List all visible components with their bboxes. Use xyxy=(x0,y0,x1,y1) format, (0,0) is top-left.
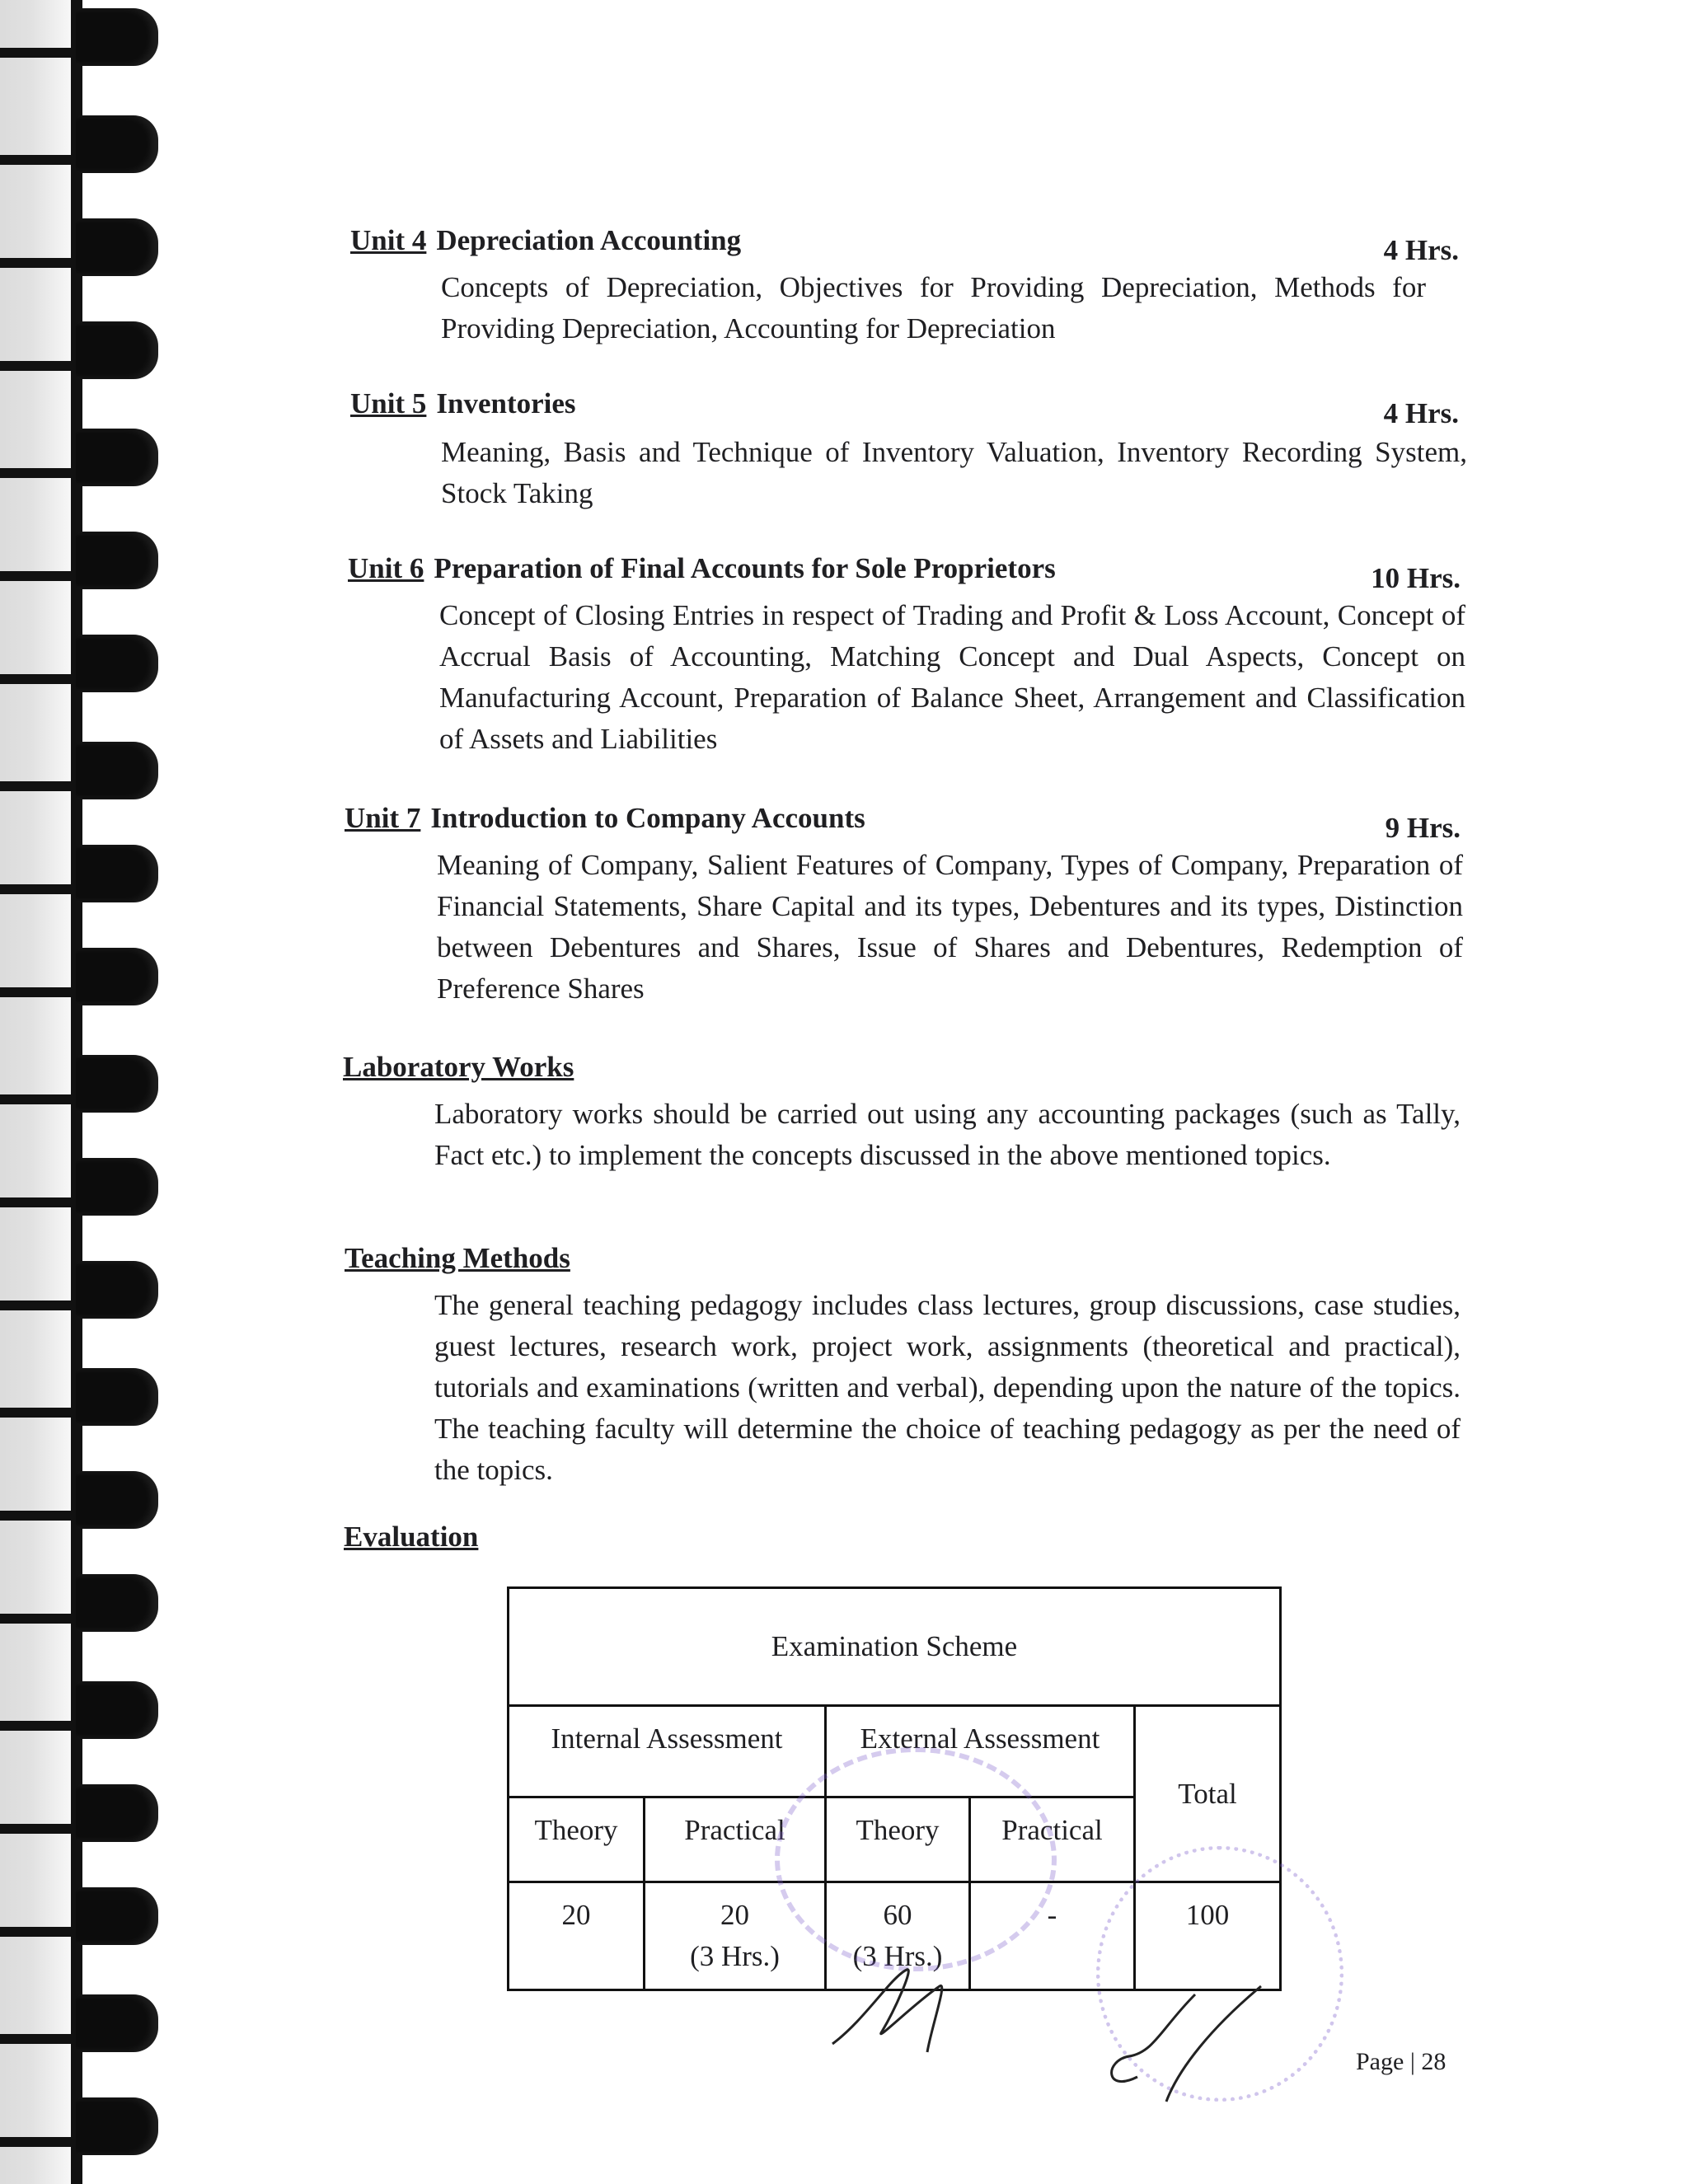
table-row xyxy=(509,1588,1281,1706)
teaching-text: The general teaching pedagogy includes class lectures, group discussions, case studies, guest lectures, research work, project work, assignments (theoretical and practical), tutorials and examinations (written and verbal), depending upon the nature of the topics. The teaching faculty will determine the choice of teaching pedagogy as per the need of the topics. xyxy=(434,1289,1461,1486)
page-number: Page | 28 xyxy=(1356,2048,1447,2075)
internal-assessment-header: Internal Assessment xyxy=(509,1706,826,1797)
unit-title: Preparation of Final Accounts for Sole Proprietors xyxy=(434,552,1056,584)
total-header: Total xyxy=(1135,1706,1281,1882)
external-theory-header: Theory xyxy=(826,1797,970,1882)
unit-heading xyxy=(350,224,741,257)
unit-title: Inventories xyxy=(436,387,576,419)
external-assessment-header: External Assessment xyxy=(826,1706,1135,1797)
internal-practical-marks: 20 xyxy=(720,1899,749,1931)
internal-practical-header: Practical xyxy=(645,1797,826,1882)
unit-heading xyxy=(350,387,576,420)
laboratory-text: Laboratory works should be carried out using any accounting packages (such as Tally, Fact etc.) to implement the concepts discussed in the above mentioned topics. xyxy=(434,1098,1461,1171)
official-stamp xyxy=(775,1747,1057,1971)
unit-label: Unit 7 xyxy=(345,802,421,834)
internal-theory-header: Theory xyxy=(509,1797,645,1882)
external-theory-duration: (3 Hrs.) xyxy=(852,1940,943,1972)
internal-theory-value: 20 xyxy=(509,1882,645,1990)
unit-label: Unit 6 xyxy=(348,552,424,584)
unit-label: Unit 5 xyxy=(350,387,427,419)
unit-label: Unit 4 xyxy=(350,224,427,256)
external-theory-marks: 60 xyxy=(883,1899,912,1931)
unit-hours: 4 Hrs. xyxy=(1383,234,1459,266)
unit-hours: 9 Hrs. xyxy=(1385,812,1461,844)
unit-description: Concept of Closing Entries in respect of Trading and Profit & Loss Account, Concept of Accrual Basis of Accounting, Matching Concept and Dual Aspects, Concept on Manufacturing Account, Preparation of Balance Sheet, Arrangement and Classification of Assets and Liabilities xyxy=(439,599,1465,755)
laboratory-heading: Laboratory Works xyxy=(343,1051,574,1083)
table-title: Examination Scheme xyxy=(509,1588,1281,1706)
unit-heading xyxy=(345,802,865,835)
teaching-heading: Teaching Methods xyxy=(345,1242,570,1274)
unit-heading xyxy=(348,552,1056,585)
unit-hours: 10 Hrs. xyxy=(1371,562,1461,594)
unit-description: Meaning, Basis and Technique of Inventory Valuation, Inventory Recording System, Stock Taking xyxy=(441,436,1467,509)
internal-practical-duration: (3 Hrs.) xyxy=(690,1940,780,1972)
signature-left xyxy=(816,1953,1014,2060)
unit-description: Meaning of Company, Salient Features of Company, Types of Company, Preparation of Financial Statements, Share Capital and its types, Debentures and its types, Distinction between Debentures and Shares, Issue of Shares and Debentures, Redemption of Preference Shares xyxy=(437,849,1463,1005)
evaluation-heading: Evaluation xyxy=(344,1521,479,1553)
unit-description: Concepts of Depreciation, Objectives for Providing Depreciation, Methods for Providing Depreciation, Accounting for Depreciation xyxy=(441,271,1426,344)
total-value: 100 xyxy=(1135,1882,1281,1990)
unit-title: Introduction to Company Accounts xyxy=(430,802,865,834)
signature-right xyxy=(1088,1978,1278,2110)
unit-title: Depreciation Accounting xyxy=(436,224,742,256)
external-practical-value: - xyxy=(970,1882,1135,1990)
external-practical-header: Practical xyxy=(970,1797,1135,1882)
unit-hours: 4 Hrs. xyxy=(1383,397,1459,429)
